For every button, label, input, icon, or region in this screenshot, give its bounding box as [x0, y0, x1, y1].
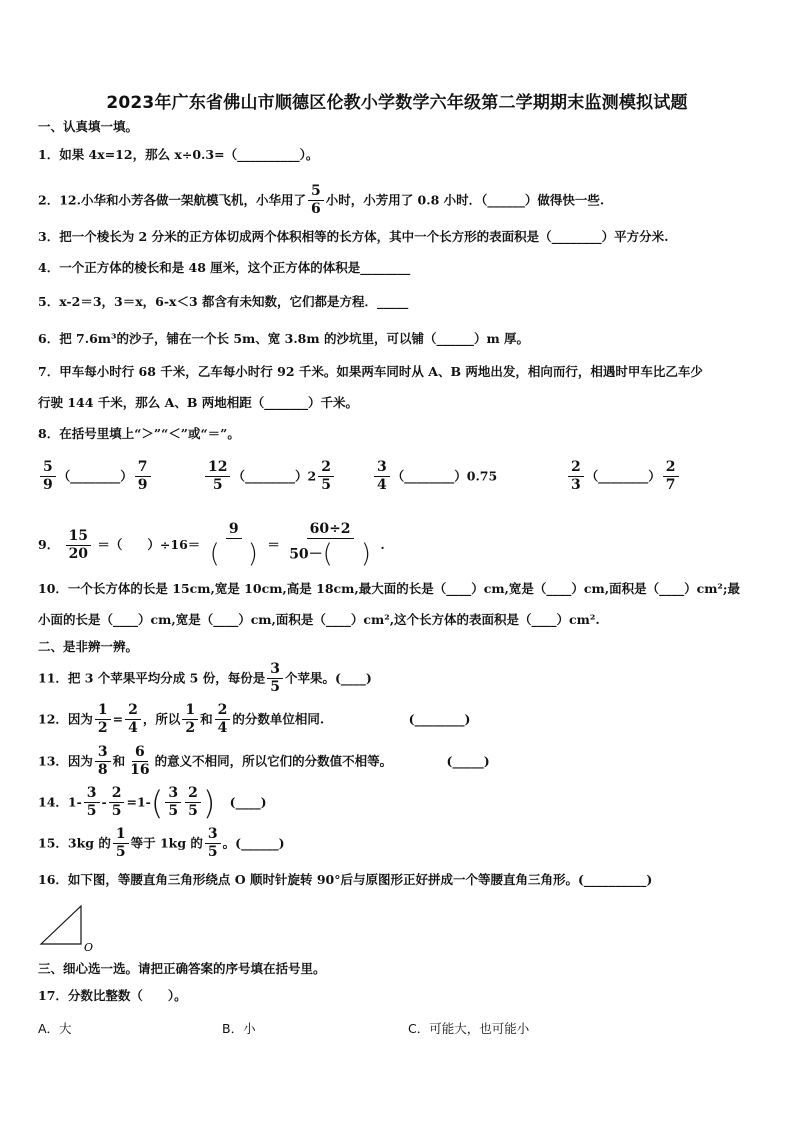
q8-1-right: $\frac{7}{9}$	[135, 460, 151, 494]
question-8: 8．在括号里填上“＞”“＜”或“＝”。	[38, 426, 240, 441]
page-title: 2023年广东省佛山市顺德区伦教小学数学六年级第二学期期末监测模拟试题	[106, 93, 688, 113]
question-6: 6．把 7.6m³的沙子，铺在一个长 5m、宽 3.8m 的沙坑里，可以铺（______）m 厚。	[38, 331, 530, 346]
q9-fraction-3: $\frac{60\div 2}{50-( )}$	[289, 521, 371, 570]
point-o-label: O	[84, 941, 94, 953]
option-a: A．大	[38, 1021, 72, 1036]
section-1-heading: 一、认真填一填。	[38, 119, 139, 134]
question-12: 12．因为 $\frac{1}{2}$ = $\frac{2}{4}$ ，所以 $\frac{1}{2}$ 和 $\frac{2}{4}$ 的分数单位相同. (________)	[38, 702, 471, 737]
q2-den: 6	[310, 201, 321, 218]
q9-fraction-2: $\frac{9}{( )}$	[209, 521, 258, 570]
q11-fraction: $\frac{3}{5}$	[267, 662, 283, 696]
question-7-line1: 7．甲车每小时行 68 千米，乙车每小时行 92 千米。如果两车同时从 A、B 两地出发，相向而行，相遇时甲车比乙车少	[38, 364, 703, 379]
q13-answer-blank: (_____)	[446, 753, 490, 769]
q9-equation: ＝（ ）÷16＝	[97, 536, 201, 552]
option-b: B．小	[222, 1021, 256, 1036]
question-10-line2: 小面的长是（____）cm,宽是（____）cm,面积是（____）cm²,这个长方体的表面积是（____）cm².	[38, 612, 600, 627]
question-13: 13．因为 $\frac{3}{8}$ 和 $\frac{6}{16}$ 的意义不相同，所以它们的分数值不相等。 (_____)	[38, 744, 490, 779]
section-2-heading: 二、是非辨一辨。	[38, 639, 139, 654]
q8-item-3	[372, 460, 497, 494]
q8-4-right: $\frac{2}{7}$	[663, 460, 679, 494]
q8-2-right: $\frac{2}{5}$	[318, 460, 334, 494]
question-10-line1: 10．一个长方体的长是 15cm,宽是 10cm,高是 18cm,最大面的长是（____）cm,宽是（____）cm,面积是（____）cm²;最	[38, 581, 741, 596]
q2-fraction	[308, 184, 324, 218]
q9-fraction-1: $\frac{15}{20}$	[66, 529, 91, 563]
q8-1-left: $\frac{5}{9}$	[40, 460, 56, 494]
question-2	[38, 184, 604, 218]
question-1: 1．如果 4x=12，那么 x÷0.3=（__________）。	[38, 147, 319, 162]
question-14: 14．1- $\frac{3}{5}$ - $\frac{2}{5}$ =1-( $\frac{3}{5}$ $\frac{2}{5}$ ) (____)	[38, 783, 267, 822]
q8-item-1	[38, 460, 153, 494]
q9-label: 9．	[38, 536, 60, 552]
q2-text-pre: 2．12.小华和小芳各做一架航模飞机，小华用了	[38, 192, 306, 208]
question-7-line2: 行驶 144 千米，那么 A、B 两地相距（_______）千米。	[38, 395, 359, 410]
question-11: 11．把 3 个苹果平均分成 5 份，每份是 $\frac{3}{5}$ 个苹果。(____)	[38, 661, 372, 696]
question-17: 17．分数比整数（ ）。	[38, 988, 187, 1003]
triangle-figure	[38, 903, 98, 953]
q2-num: 5	[308, 184, 324, 201]
q8-4-blank: （________）	[585, 468, 661, 484]
q8-4-left: $\frac{2}{3}$	[568, 460, 584, 494]
question-3: 3．把一个棱长为 2 分米的正方体切成两个体积相等的长方体，其中一个长方形的表面积是（________）平方分米.	[38, 229, 669, 244]
q8-2-left: $\frac{12}{5}$	[205, 460, 230, 494]
q8-3-left: $\frac{3}{4}$	[374, 460, 390, 494]
question-5: 5．x-2＝3，3＝x，6-x＜3 都含有未知数，它们都是方程．_____	[38, 294, 409, 309]
option-c: C．可能大，也可能小	[408, 1021, 530, 1036]
q12-answer-blank: (________)	[408, 711, 471, 727]
q14-answer-blank: (____)	[229, 794, 267, 810]
question-15: 15．3kg 的 $\frac{1}{5}$ 等于 1kg 的 $\frac{3}{5}$ 。(______)	[38, 826, 285, 861]
q8-1-blank: （________）	[57, 468, 133, 484]
q8-item-2	[203, 460, 336, 494]
triangle-shape	[41, 906, 81, 944]
question-9: 9． $\frac{15}{20}$ ＝（ ）÷16＝ $\frac{9}{( )}$ ＝ $\frac{60\div 2}{50-( )}$ .	[38, 521, 385, 570]
q8-item-4	[566, 460, 681, 494]
section-3-heading: 三、细心选一选。请把正确答案的序号填在括号里。	[38, 961, 326, 976]
question-16: 16．如下图，等腰直角三角形绕点 O 顺时针旋转 90°后与原图形正好拼成一个等腰直角三角形。(__________)	[38, 872, 653, 887]
question-4: 4．一个正方体的棱长和是 48 厘米，这个正方体的体积是________	[38, 260, 411, 275]
q2-text-post: 小时，小芳用了 0.8 小时．（______）做得快一些.	[325, 192, 605, 208]
q8-2-blank: （________）2	[232, 468, 317, 484]
q8-3-blank: （________）0.75	[391, 468, 498, 484]
